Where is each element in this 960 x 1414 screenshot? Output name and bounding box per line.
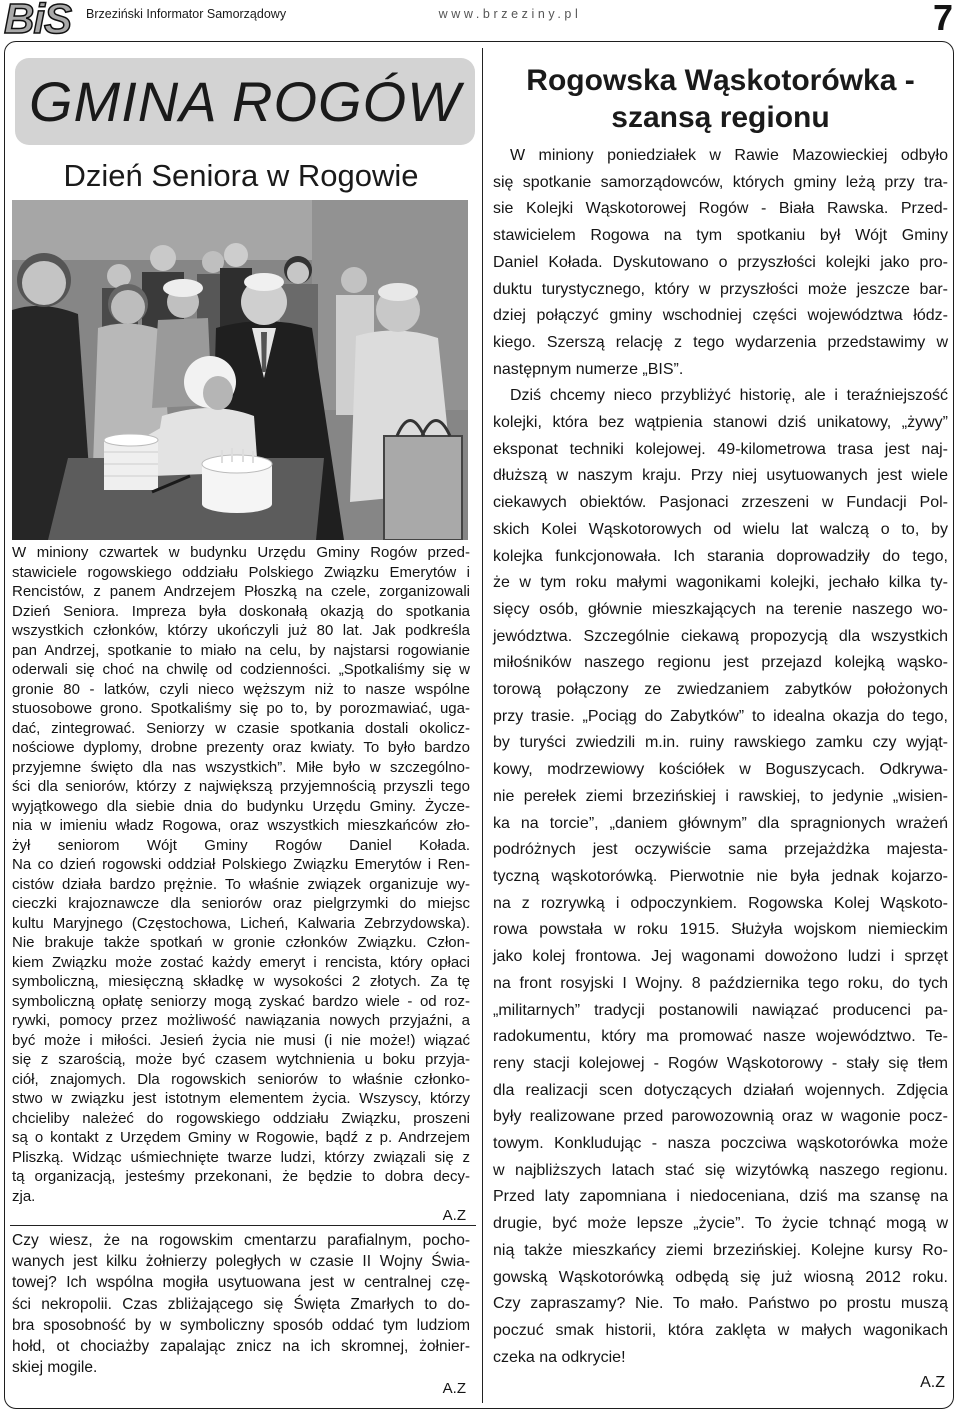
text-line: Pliszką. Widząc uśmiechnięte twarze ludzi, którzy związali się z <box>12 1148 470 1166</box>
text-line: rywki, pomocy przez możliwość nawiązania nowych przyjaźni, a <box>12 1012 470 1029</box>
section-title-box <box>15 58 475 145</box>
text-line: bra sposobność by w symboliczny sposób oddać tym ludziom <box>12 1316 470 1334</box>
text-line: jako kolej frontowa. Jej wagonami dowożono ludzi i sprzęt <box>493 948 948 966</box>
text-line: drugie, być może lepsze „życie”. To życie tchnąć mogą w <box>493 1215 948 1233</box>
right-article-headline <box>493 62 948 136</box>
text-line: stawicielem Rogowa na tym spotkaniu był Wójt Gminy <box>493 227 948 245</box>
text-line: dziej połączyć gminy wschodniej części województwa łódz- <box>493 307 948 325</box>
text-line: Daniel Kołada. Dyskutowano o przyszłości kolejki jako pro- <box>493 253 948 271</box>
text-line: wszystkich członków, którzy ukończyli już 80 lat. Jak podkreśla <box>12 622 470 639</box>
text-line: sięcy osób, głównie mieszkających na terenie naszego wo- <box>493 600 948 618</box>
plate-stack <box>104 434 158 490</box>
birthday-cake <box>202 448 272 513</box>
article-body-left <box>12 543 470 1206</box>
text-line: kultu Maryjnego (Częstochowa, Licheń, Kalwaria Zebrzydowska). <box>12 914 470 932</box>
did-you-know-note <box>12 1230 470 1378</box>
text-line: być może i miłości. Jesień życia nie musi (i nie może!) wiązać <box>12 1031 470 1049</box>
text-line: Na co dzień rogowski oddział Polskiego Związku Emerytów i Ren- <box>12 856 470 873</box>
section-title: GMINA ROGÓW <box>28 70 461 133</box>
text-line: się spotkanie samorządowców, których gminy leżą przy tra- <box>493 173 948 191</box>
text-line: stuosobowe grono. Spotkaliśmy się po to, by porozmawiać, uga- <box>12 700 470 717</box>
text-line: wanych jest kilku żołnierzy poległych w czasie II Wojny Świa- <box>12 1253 470 1271</box>
text-line: ści nekropolii. Czas zbliżającego się Święta Zmarłych to do- <box>12 1295 470 1313</box>
text-line: ciół, znajomych. Dla rogowskich seniorów to właśnie członko- <box>12 1070 470 1088</box>
text-line: Dziś chcemy nieco przybliżyć historię, ale i teraźniejszość <box>510 387 948 405</box>
gift-bag <box>384 421 462 541</box>
author-signature: A.Z <box>920 1374 945 1391</box>
text-line: się z szarością, może być czasem wytchnienia u boku przyja- <box>12 1051 470 1068</box>
text-line: radokumentu, który ma promować nasze województwo. Te- <box>493 1028 948 1046</box>
text-line: Rencistów, z panem Andrzejem Płoszką na czele, zorganizowali <box>12 583 470 600</box>
website-link[interactable]: www.brzeziny.pl <box>438 7 582 21</box>
text-line: czeka na odkrycie! <box>493 1348 626 1366</box>
text-line: chcieliby należeć do rogowskiego oddziału Związku, proszeni <box>12 1109 470 1127</box>
text-line: na z rozrywką i odpoczynkiem. Rogowska Kolej Wąskoto- <box>493 894 948 912</box>
text-line: w najbliższych latach stać się wizytówką naszego regionu. <box>493 1161 948 1179</box>
text-line: stwo w związku jest istotnym elementem życia. Wszyscy, którzy <box>12 1090 470 1107</box>
text-line: Nie brakuje także spotkań w gronie członków Związku. Człon- <box>12 934 470 951</box>
text-line: dać, zintegrować. Seniorzy w czasie spotkania dostali okolicz- <box>12 719 470 737</box>
text-line: Przed laty zapomniana i niedoceniana, dziś ma szansę na <box>493 1188 948 1206</box>
text-line: tą organizacją, jesteśmy przekonani, że będzie to dobra decy- <box>12 1168 470 1185</box>
headline-line: Rogowska Wąskotorówka - <box>526 64 915 97</box>
text-line: kiem Związku może zostać każdy emeryt i rencista, który opłaci <box>12 953 470 971</box>
article-headline: Dzień Seniora w Rogowie <box>63 158 419 193</box>
text-line: miłośników naszego regionu jest przejazd kolejką wąsko- <box>493 654 948 672</box>
text-line: sie Kolejki Wąskotorowej Rogów - Biała Rawska. Przed- <box>493 200 948 218</box>
text-line: na front rosyjski I Wojny. 8 października tego roku, do tych <box>493 974 948 992</box>
text-line: następnym numerze „BIS”. <box>493 360 684 378</box>
event-photo <box>12 200 468 540</box>
text-line: ści dla seniorów, którzy z największą przyjemnością przyszli tego <box>12 778 470 795</box>
headline-line: szansą regionu <box>611 101 830 134</box>
text-line: W miniony poniedziałek w Rawie Mazowieckiej odbyło <box>510 147 948 164</box>
text-line: żył seniorom Wójt Gminy Rogów Daniel Kołada. <box>12 836 470 854</box>
text-line: nie perełek ziemi brzezińskiej i rawskiej, to jedynie „wisien- <box>493 787 948 805</box>
text-line: nią także mieszkańcy ziemi brzezińskiej. Kolejne kursy Ro- <box>493 1241 948 1259</box>
author-signature: A.Z <box>442 1207 466 1224</box>
text-line: kiego. Szerszą relację z tego wydarzenia przedstawimy w <box>493 333 948 351</box>
text-line: cieczki krajoznawcze dla seniorów oraz pielgrzymki do miejsc <box>12 895 470 912</box>
text-line: oderwali się choć na chwilę od codzienności. „Spotkaliśmy się w <box>12 661 470 678</box>
text-line: towej? Ich wspólna mogiła usytuowana jest w centralnej czę- <box>12 1274 470 1292</box>
column-divider <box>482 48 483 1403</box>
text-line: towym. Konkludując - nasza poczciwa wąskotorówka może <box>493 1135 948 1153</box>
text-line: wyjątkowego dla siebie dnia do budynku Urzędu Gminy. Życze- <box>12 797 470 815</box>
text-line: ciekawych obiektów. Pasjonaci zrzeszeni w Fundacji Pol- <box>493 494 948 512</box>
text-line: kolejka funkcjonowała. Ich starania doprowadziły do tego, <box>493 547 948 565</box>
text-line: „militarnych” tradycji postanowili nawiązać producenci pa- <box>493 1001 948 1019</box>
text-line: gronie 80 - latków, czyli nieco węższym niż to nasze wspólne <box>12 680 470 698</box>
text-line: są o kontakt z Urzędem Gminy w Rogowie, bądź z p. Andrzejem <box>12 1129 470 1146</box>
bis-logo: BiS <box>4 0 72 42</box>
text-line: dłuższą w naszym kraju. Przy niej usytuowanych jest wiele <box>493 467 948 485</box>
publication-name: Brzeziński Informator Samorządowy <box>86 7 287 21</box>
text-line: były realizowane przed parowozownią oraz w wagonie pocz- <box>493 1108 948 1126</box>
text-line: tyczną wąskotorówką. Pierwotnie nie była jednak kojarzo- <box>493 867 948 885</box>
text-line: Czy zapraszamy? Nie. To mało. Państwo po prostu muszą <box>493 1295 948 1313</box>
text-line: ka na torcie”, „daniem głównym” dla spragnionych wrażeń <box>493 814 948 832</box>
text-line: zja. <box>12 1187 36 1205</box>
text-line: skiej mogile. <box>12 1359 98 1377</box>
text-line: pan Andrzej, spotkanie to miało na celu, by najstarsi rogowianie <box>12 641 470 659</box>
text-line: reny stacji kolejowej - Rogów Wąskotorowy - stały się tłem <box>493 1054 948 1072</box>
text-line: kowy, modrzewiowy kościółek w Boguszycach. Odkrywa- <box>493 761 948 779</box>
text-line: cistów działa bardzo prężnie. To właśnie związek organizuje wy- <box>12 875 470 893</box>
text-line: podróżnych jest oczywiście sama przejażdżka majesta- <box>493 841 948 859</box>
text-line: przyjemne święto dla nas wszystkich”. Miłe było w szczególno- <box>12 758 470 776</box>
text-line: nia w imieniu władz Rogowa, oraz wszystkich mieszkańców zło- <box>12 817 470 834</box>
text-line: jewództwa. Szczególnie ciekawą propozycją dla wszystkich <box>493 627 948 645</box>
text-line: dla realizacji scen dotyczących działań wojennych. Zdjęcia <box>493 1081 948 1099</box>
text-line: gowską Wąskotorówką odbędą się już wiosną 2012 roku. <box>493 1268 948 1286</box>
text-line: symboliczną, miesięczną składkę w wysokości 2 złotych. Za tę <box>12 973 470 990</box>
text-line: stawiciele rogowskiego oddziału Polskiego Związku Emerytów i <box>12 563 470 581</box>
text-line: Czy wiesz, że na rogowskim cmentarzu parafialnym, pocho- <box>12 1232 470 1249</box>
text-line: rowa powstała w roku 1915. Służyła wojskom niemieckim <box>493 921 948 939</box>
text-line: że w tym roku małymi wagonikami kolejki, jechało kilka ty- <box>493 574 948 592</box>
text-line: duktu turystycznego, który w przyszłości może jeszcze bar- <box>493 280 948 298</box>
text-line: eksponat techniki kolejowej. 49-kilometrowa trasa jest naj- <box>493 440 948 458</box>
text-line: przy trasie. „Pociąg do Zabytków” to idealna okazja do tego, <box>493 707 948 725</box>
text-line: Dzień Seniora. Impreza była doskonałą okazją do spotkania <box>12 602 470 620</box>
text-line: by turyści zwiedzili m.in. ruiny rawskiego zamku czy wyjąt- <box>493 734 948 752</box>
text-line: nościowe dyplomy, drobne prezenty oraz kwiaty. To było bardzo <box>12 739 470 756</box>
text-line: skich Kolei Wąskotorowych od wielu lat walczą o to, by <box>493 520 948 538</box>
page-number: 7 <box>932 0 953 38</box>
section-divider <box>10 1225 476 1226</box>
text-line: W miniony czwartek w budynku Urzędu Gminy Rogów przed- <box>12 544 470 561</box>
article-body-right <box>493 143 948 1371</box>
text-line: hołd, ot chociażby zapalając znicz na ich skromnej, żołnier- <box>12 1337 470 1355</box>
text-line: poczuć smak historii, która zaklęta w małych wagonikach <box>493 1321 948 1339</box>
author-signature: A.Z <box>442 1380 466 1397</box>
text-line: torową połączony ze zwiedzaniem zabytków położonych <box>493 681 948 699</box>
text-line: symboliczną opłatę seniorzy mogą zyskać bardzo wiele - od roz- <box>12 992 470 1010</box>
text-line: kolejki, która bez wątpienia stanowi dziś unikatowy, „żywy” <box>493 414 948 432</box>
